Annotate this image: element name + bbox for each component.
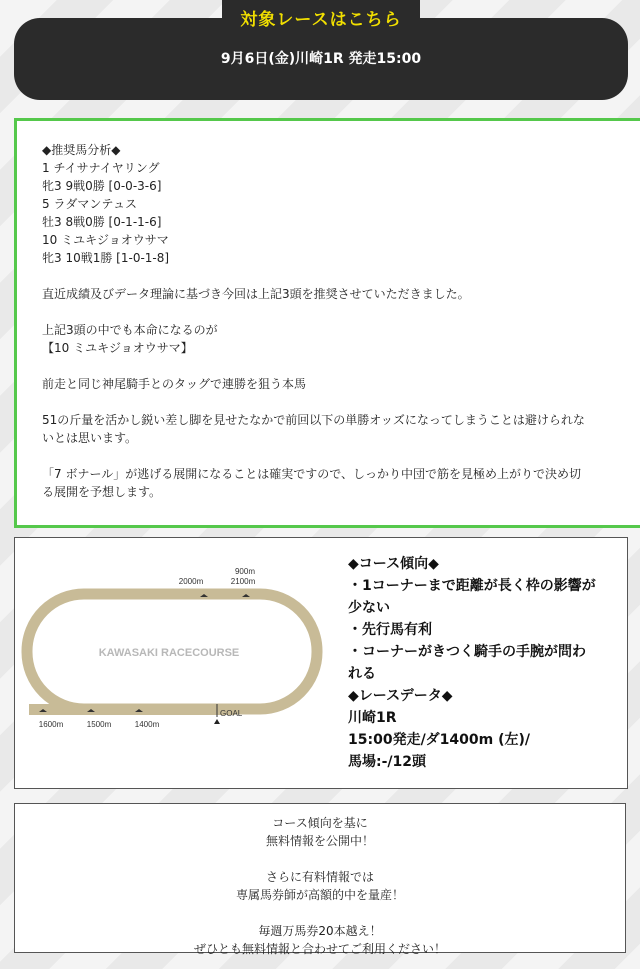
analysis-line: 【10 ミユキジョオウサマ】 [42, 341, 193, 355]
course-info-line: ◆コース傾向◆ [348, 556, 439, 572]
analysis-line: 51の斤量を活かし鋭い差し脚を見せたなかで前回以下の単勝オッズになってしまうことは避けられな [42, 413, 585, 427]
course-info-line: ◆レースデータ◆ [348, 688, 453, 704]
notice-line: 毎週万馬券20本越え！ [258, 924, 382, 938]
analysis-line [42, 447, 640, 465]
course-info-line: ・コーナーがきつく騎手の手腕が問わ [348, 644, 586, 660]
analysis-line: 直近成績及びデータ理論に基づき今回は上記3頭を推奨させていただきました。 [42, 287, 470, 301]
goal-label: GOAL [220, 709, 243, 718]
mark-1600: 1600m [38, 720, 64, 729]
notice-line: コース傾向を基に [272, 816, 368, 830]
analysis-line: る展開を予想します。 [42, 485, 162, 499]
notice-line: 専属馬券師が高額的中を量産！ [235, 888, 404, 902]
analysis-line: 牝3 9戦0勝 [0-0-3-6] [42, 179, 162, 193]
course-info-line: 馬場:-/12頭 [348, 754, 427, 770]
analysis-line: 「7 ボナール」が逃げる展開になることは確実ですので、しっかり中団で筋を見極め上がりで決め切 [42, 467, 581, 481]
course-info-line: 少ない [348, 600, 390, 616]
recommendation-analysis [14, 118, 640, 528]
notice-line: さらに有料情報では [265, 870, 374, 884]
analysis-line: 10 ミユキジョオウサマ [42, 233, 169, 247]
course-info-line: れる [348, 666, 376, 682]
analysis-line: 牝3 10戦1勝 [1-0-1-8] [42, 251, 170, 265]
course-tendency [348, 553, 618, 773]
goal-arrow-icon [214, 719, 220, 724]
course-info-line: 川崎1R [348, 710, 397, 726]
course-info-line: ・先行馬有利 [348, 622, 432, 638]
analysis-line: ◆推奨馬分析◆ [42, 143, 121, 157]
track-straight [29, 704, 235, 715]
race-title: 9月6日(金)川崎1R 発走15:00 [220, 51, 422, 67]
analysis-line [42, 303, 640, 321]
analysis-line: いとは思います。 [42, 431, 138, 445]
info-notice [14, 803, 626, 956]
analysis-line [42, 267, 640, 285]
course-name: KAWASAKI RACECOURSE [98, 647, 240, 659]
mark-2000: 2000m [178, 577, 204, 586]
notice-line: 無料情報を公開中！ [265, 834, 374, 848]
course-section [14, 537, 628, 789]
analysis-line: 5 ラダマンテュス [42, 197, 137, 211]
target-race-tab [222, 0, 420, 34]
mark-1500: 1500m [86, 720, 112, 729]
analysis-line: 1 チイサナイヤリング [42, 161, 160, 175]
analysis-line [42, 357, 640, 375]
mark-900: 900m [234, 567, 256, 576]
mark-1400: 1400m [134, 720, 160, 729]
analysis-line: 前走と同じ神尾騎手とのタッグで連勝を狙う本馬 [42, 377, 307, 391]
course-info-line: 15:00発走/ダ1400m (左)/ [348, 732, 531, 748]
target-race-title: 対象レースはこちら [240, 9, 402, 30]
analysis-line: 上記3頭の中でも本命になるのが [42, 323, 218, 337]
mark-2100: 2100m [230, 577, 256, 586]
analysis-line: 牡3 8戦0勝 [0-1-1-6] [42, 215, 162, 229]
notice-line: ぜひとも無料情報と合わせてご利用ください！ [193, 942, 446, 956]
course-map [15, 538, 345, 788]
notice-line [15, 904, 625, 922]
course-info-line: ・1コーナーまで距離が長く枠の影響が [348, 578, 596, 594]
analysis-line [42, 393, 640, 411]
notice-line [15, 850, 625, 868]
